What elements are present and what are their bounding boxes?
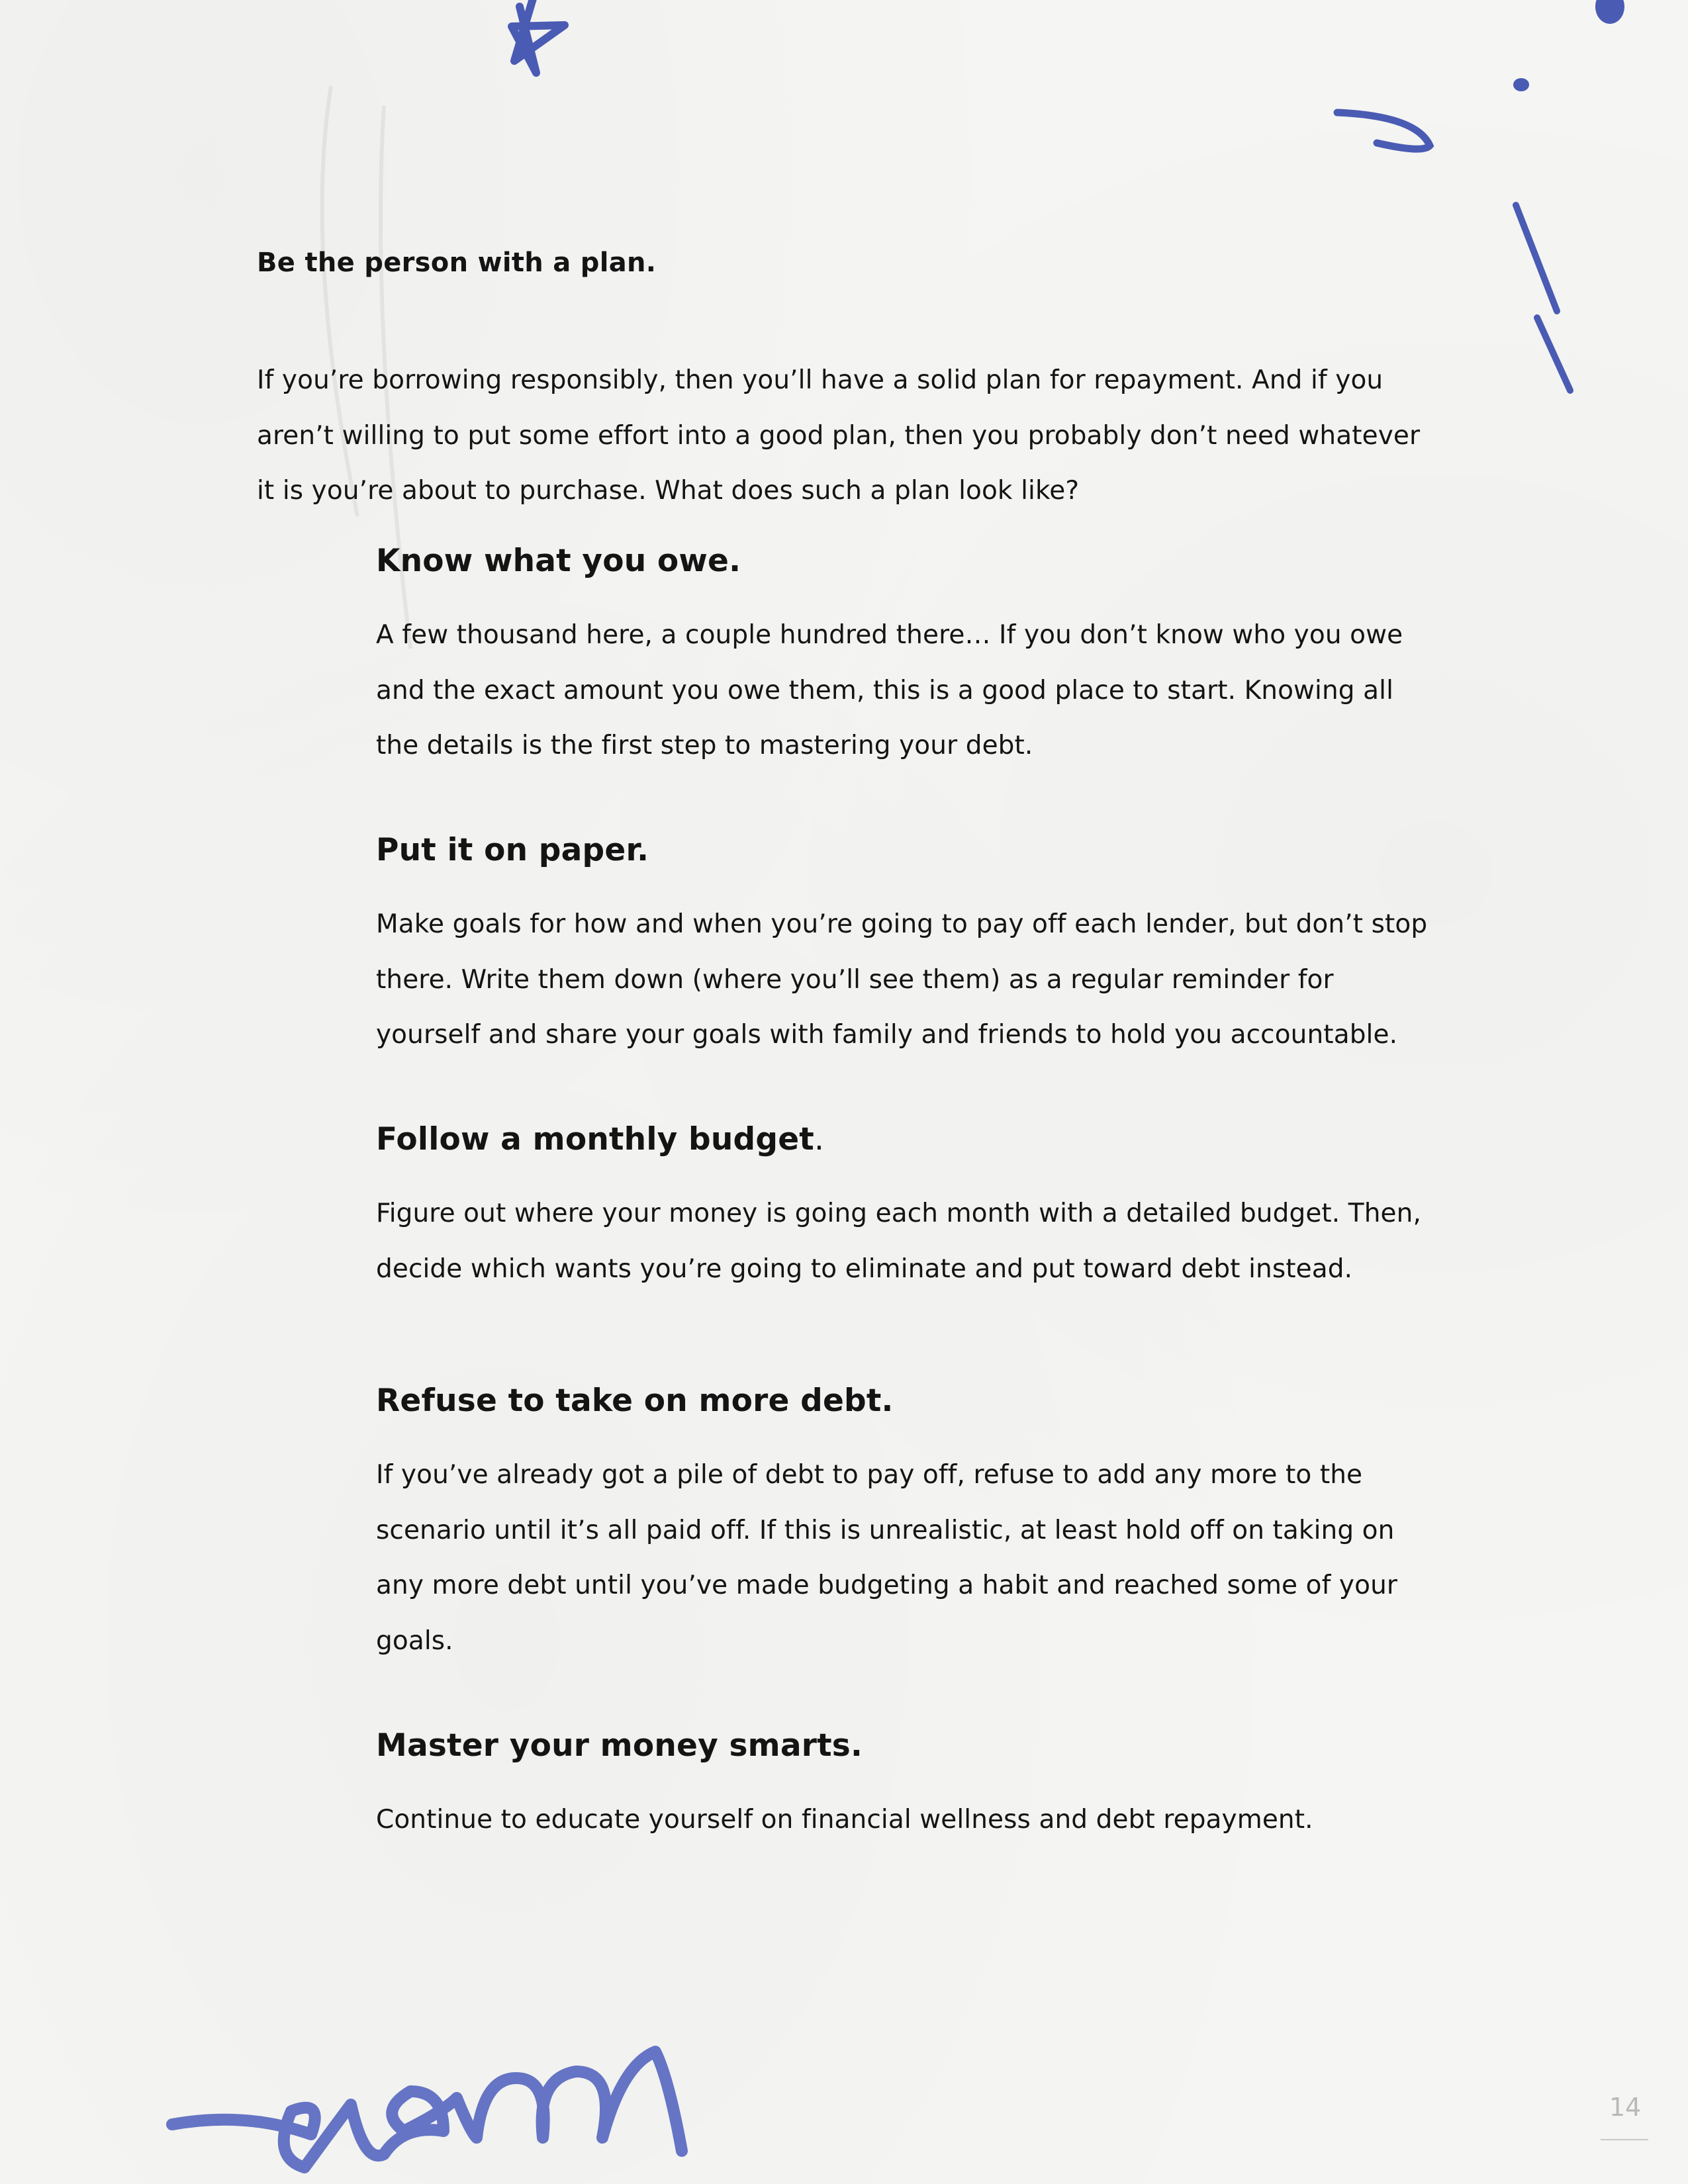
page-number-rule [1601, 2139, 1648, 2140]
tip-follow-monthly-budget [376, 1120, 1435, 1297]
tip-body: Figure out where your money is going each month with a detailed budget. Then, decide which wants you’re going to eliminate and put toward debt instead. [376, 1199, 1421, 1284]
tip-know-what-you-owe [376, 541, 1435, 774]
tip-heading: Put it on paper. [376, 832, 649, 868]
ink-dots [1575, 0, 1655, 106]
tip-body: Continue to educate yourself on financial wellness and debt repayment. [376, 1805, 1313, 1835]
page-number: 14 [1609, 2093, 1642, 2122]
scribble-doodle [165, 1999, 748, 2177]
tip-body: A few thousand here, a couple hundred there… If you don’t know who you owe and the exact amount you owe them, this is a good place to start. Knowing all the details is the first step to mastering your debt. [376, 620, 1403, 760]
tip-put-it-on-paper [376, 831, 1435, 1063]
tip-body: Make goals for how and when you’re going to pay off each lender, but don’t stop there. Write them down (where you’ll see them) as a regular reminder for yourself and share your goals with family and friends to hold you accountable. [376, 909, 1428, 1050]
tip-heading-text: Follow a monthly budget [376, 1121, 814, 1158]
tip-heading: Refuse to take on more debt. [376, 1383, 894, 1419]
tip-refuse-more-debt [376, 1381, 1435, 1668]
star-doodle [493, 0, 579, 93]
section-heading: Be the person with a plan. [257, 248, 657, 278]
tip-heading [376, 1120, 1435, 1160]
tip-heading-period: . [814, 1121, 825, 1158]
tip-heading: Know what you owe. [376, 543, 741, 579]
intro-paragraph: If you’re borrowing responsibly, then you’ll have a solid plan for repayment. And if you aren’t willing to put some effort into a good plan, then you probably don’t need whatever it is you’re about to purchase. What does such a plan look like? [257, 365, 1421, 506]
tip-heading: Master your money smarts. [376, 1727, 863, 1764]
tip-body: If you’ve already got a pile of debt to pay off, refuse to add any more to the scenario until it’s all paid off. If this is unrealistic, at least hold off on taking on any more debt until you’ve made budgeting a habit and reached some of your goals. [376, 1460, 1398, 1656]
tip-master-money-smarts [376, 1726, 1435, 1848]
